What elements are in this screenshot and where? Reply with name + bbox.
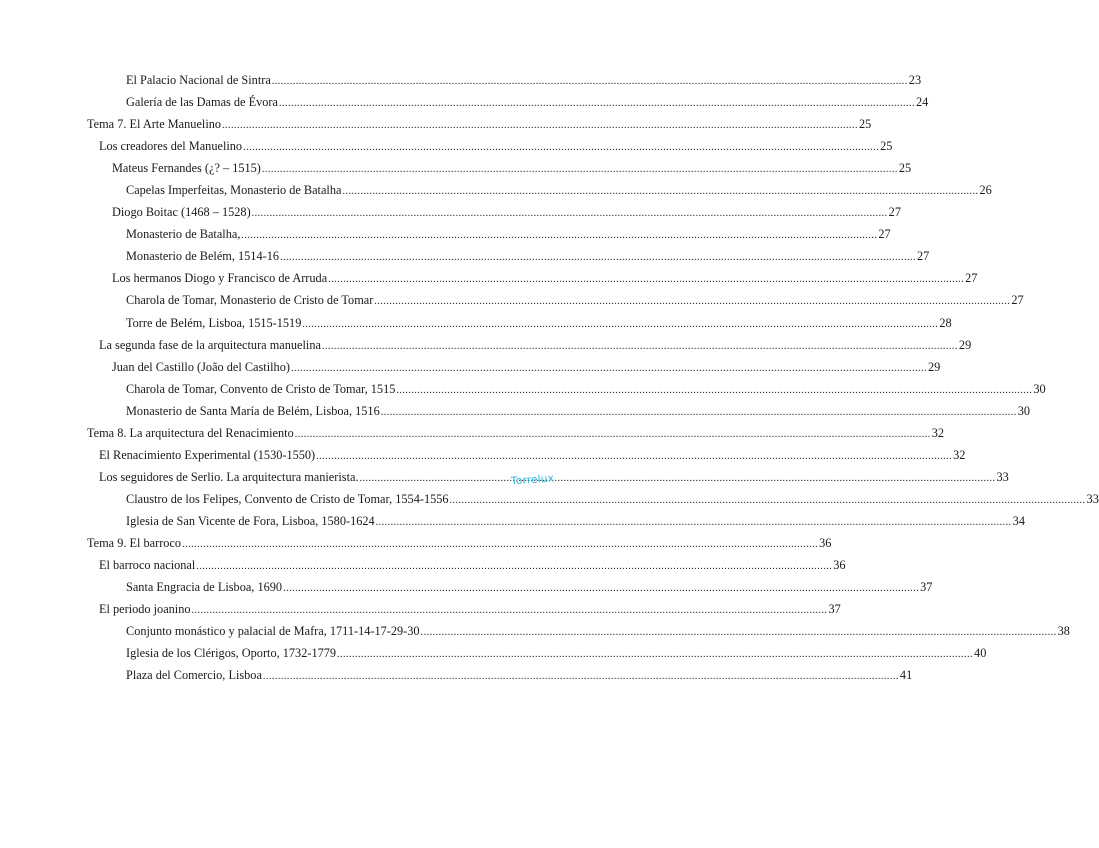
toc-page-number: 25 bbox=[880, 139, 893, 154]
toc-page-number: 33 bbox=[996, 469, 1009, 484]
toc-page-number: 38 bbox=[1057, 624, 1070, 639]
toc-page-number: 25 bbox=[859, 117, 872, 132]
toc-entry-title: Juan del Castillo (João del Castilho) bbox=[112, 359, 290, 374]
toc-entry[interactable] bbox=[87, 135, 893, 157]
toc-page-number: 26 bbox=[979, 183, 992, 198]
dot-leader bbox=[241, 225, 877, 247]
toc-page-number: 27 bbox=[1011, 293, 1024, 308]
toc-entry[interactable] bbox=[87, 157, 912, 179]
toc-entry-title: Charola de Tomar, Convento de Cristo de Tomar, 1515 bbox=[126, 381, 396, 396]
toc-entry-title: Torre de Belém, Lisboa, 1515-1519 bbox=[126, 315, 302, 330]
dot-leader bbox=[337, 644, 973, 666]
toc-entry[interactable] bbox=[87, 267, 978, 289]
dot-leader bbox=[243, 137, 879, 159]
dot-leader bbox=[182, 534, 818, 556]
toc-entry-title: Galería de las Damas de Évora bbox=[126, 95, 278, 110]
toc-entry-title: Iglesia de San Vicente de Fora, Lisboa, 1580-1624 bbox=[126, 513, 375, 528]
toc-entry[interactable] bbox=[87, 334, 972, 356]
toc-entry[interactable] bbox=[87, 223, 891, 245]
toc-entry[interactable] bbox=[87, 400, 1031, 422]
toc-page-number: 30 bbox=[1033, 381, 1046, 396]
toc-entry[interactable] bbox=[87, 576, 933, 598]
dot-leader bbox=[192, 600, 828, 622]
dot-leader bbox=[381, 402, 1017, 424]
toc-entry-title: Charola de Tomar, Monasterio de Cristo de Tomar bbox=[126, 293, 374, 308]
toc-entry-title: Claustro de los Felipes, Convento de Cristo de Tomar, 1554-1556 bbox=[126, 491, 449, 506]
toc-entry[interactable] bbox=[87, 312, 952, 334]
toc-entry[interactable] bbox=[87, 642, 987, 664]
toc-entry-title: Monasterio de Belém, 1514-16 bbox=[126, 249, 279, 264]
toc-page-number: 41 bbox=[899, 668, 913, 683]
dot-leader bbox=[450, 490, 1086, 512]
toc-entry-title: La segunda fase de la arquitectura manuelina bbox=[99, 337, 321, 352]
toc-page-number: 27 bbox=[917, 249, 930, 264]
toc-entry-title: Tema 7. El Arte Manuelino bbox=[87, 117, 222, 132]
dot-leader bbox=[262, 159, 898, 181]
toc-entry-title: Tema 9. El barroco bbox=[87, 535, 182, 550]
dot-leader bbox=[272, 71, 908, 93]
dot-leader bbox=[316, 446, 952, 468]
dot-leader bbox=[322, 336, 958, 358]
dot-leader bbox=[291, 358, 927, 380]
toc-page-number: 23 bbox=[908, 73, 922, 87]
toc-entry-title: El Renacimiento Experimental (1530-1550) bbox=[99, 447, 316, 462]
toc-entry-title: Los hermanos Diogo y Francisco de Arruda bbox=[112, 271, 328, 286]
toc-entry-title: El periodo joanino bbox=[99, 602, 191, 617]
toc-page-number: 37 bbox=[920, 580, 933, 595]
dot-leader bbox=[421, 622, 1057, 644]
toc-page-number: 36 bbox=[833, 558, 846, 573]
toc-entry-title: Mateus Fernandes (¿? – 1515) bbox=[112, 161, 261, 176]
toc-entry[interactable] bbox=[87, 620, 1070, 642]
dot-leader bbox=[302, 314, 938, 336]
dot-leader bbox=[376, 512, 1012, 534]
dot-leader bbox=[396, 380, 1032, 402]
toc-entry-title: Diogo Boitac (1468 – 1528) bbox=[112, 205, 251, 220]
toc-entry[interactable] bbox=[87, 444, 966, 466]
dot-leader bbox=[342, 181, 978, 203]
toc-entry[interactable] bbox=[87, 91, 929, 113]
toc-page-number: 24 bbox=[915, 95, 929, 110]
toc-entry[interactable] bbox=[87, 378, 1046, 400]
watermark-logo: Torrelux bbox=[510, 472, 555, 488]
dot-leader bbox=[360, 468, 996, 490]
toc-entry[interactable] bbox=[87, 69, 922, 91]
dot-leader bbox=[196, 556, 832, 578]
dot-leader bbox=[283, 578, 919, 600]
toc-entry[interactable] bbox=[87, 598, 841, 620]
toc-page-number: 28 bbox=[939, 315, 952, 330]
toc-entry-title: Los seguidores de Serlio. La arquitectura manierista. bbox=[99, 469, 359, 484]
toc-entry[interactable] bbox=[87, 422, 945, 444]
toc-entry-title: El barroco nacional bbox=[99, 558, 196, 573]
toc-entry[interactable] bbox=[87, 245, 930, 267]
toc-page-number: 30 bbox=[1017, 403, 1031, 418]
dot-leader bbox=[328, 269, 964, 291]
toc-page-number: 32 bbox=[953, 447, 966, 462]
dot-leader bbox=[222, 115, 858, 137]
toc-entry-title: El Palacio Nacional de Sintra bbox=[126, 73, 271, 87]
toc-entry[interactable] bbox=[87, 356, 941, 378]
toc-entry-title: Capelas Imperfeitas, Monasterio de Batalha bbox=[126, 183, 342, 198]
toc-entry-title: Iglesia de los Clérigos, Oporto, 1732-1779 bbox=[126, 646, 337, 661]
dot-leader bbox=[280, 247, 916, 269]
toc-page-number: 27 bbox=[878, 227, 891, 242]
toc-page-number: 37 bbox=[828, 602, 841, 617]
dot-leader bbox=[252, 203, 888, 225]
toc-page-number: 27 bbox=[965, 271, 978, 286]
toc-entry[interactable] bbox=[87, 488, 1099, 510]
toc-entry-title: Conjunto monástico y palacial de Mafra, 1711-14-17-29-30 bbox=[126, 624, 420, 639]
toc-entry[interactable] bbox=[87, 664, 913, 686]
dot-leader bbox=[263, 666, 899, 688]
toc-entry[interactable] bbox=[87, 510, 1025, 532]
toc-page-number: 29 bbox=[958, 337, 972, 352]
toc-entry-title: Monasterio de Santa María de Belém, Lisboa, 1516 bbox=[126, 403, 380, 418]
toc-entry[interactable] bbox=[87, 179, 992, 201]
toc-entry[interactable] bbox=[87, 532, 832, 554]
toc-entry[interactable] bbox=[87, 113, 872, 135]
dot-leader bbox=[374, 291, 1010, 313]
dot-leader bbox=[295, 424, 931, 446]
toc-page-number: 27 bbox=[888, 205, 901, 220]
toc-page-number: 34 bbox=[1012, 513, 1025, 528]
toc-entry-title: Tema 8. La arquitectura del Renacimiento bbox=[87, 425, 294, 440]
toc-entry-title: Monasterio de Batalha, bbox=[126, 227, 241, 242]
toc-entry-title: Los creadores del Manuelino bbox=[99, 139, 243, 154]
toc-page-number: 36 bbox=[819, 535, 832, 550]
toc-page-number: 29 bbox=[927, 359, 941, 374]
toc-page-number: 40 bbox=[974, 646, 987, 661]
toc-entry-title: Plaza del Comercio, Lisboa bbox=[126, 668, 262, 683]
toc-page-number: 32 bbox=[931, 425, 945, 440]
dot-leader bbox=[279, 93, 915, 115]
toc-page-number: 25 bbox=[898, 161, 912, 176]
toc-entry[interactable] bbox=[87, 554, 846, 576]
toc-page-number: 33 bbox=[1086, 491, 1099, 506]
toc-entry[interactable] bbox=[87, 289, 1024, 311]
toc-entry[interactable] bbox=[87, 201, 901, 223]
toc-entry-title: Santa Engracia de Lisboa, 1690 bbox=[126, 580, 283, 595]
